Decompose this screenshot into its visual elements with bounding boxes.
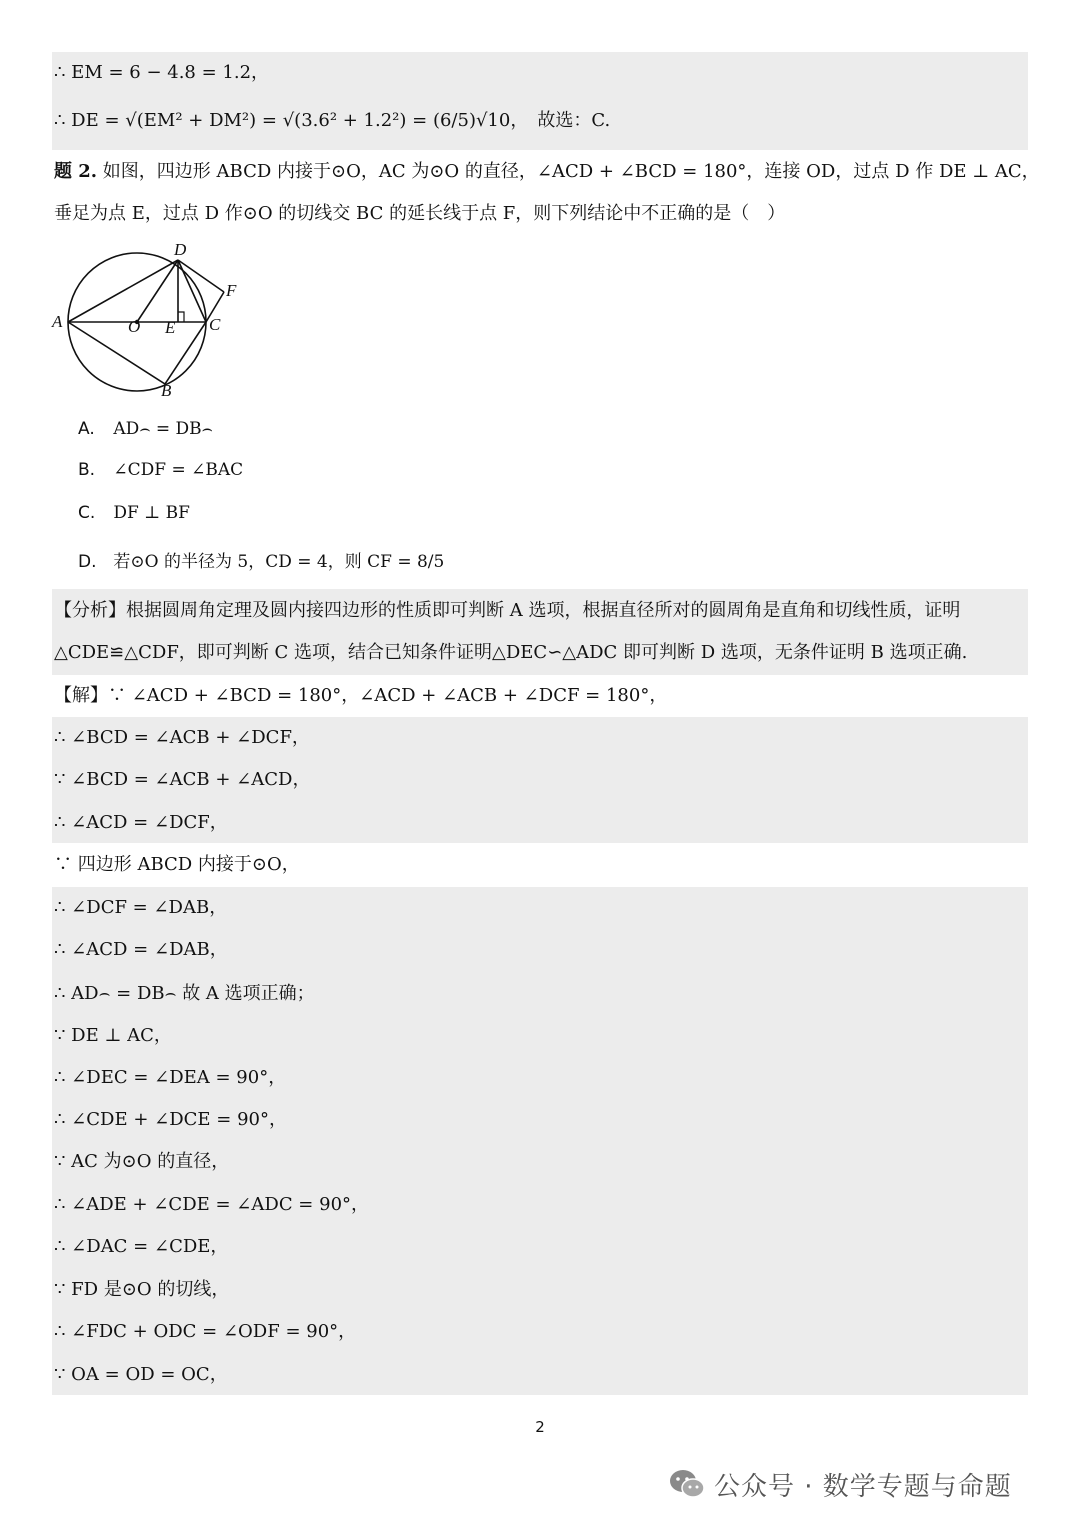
previous-solution-line-2: ∴ DE = √(EM² + DM²) = √(3.6² + 1.2²) = (6/5)√10， 故选：C. [54, 110, 611, 131]
label-o: O [128, 317, 141, 336]
option-c[interactable] [78, 500, 190, 526]
option-b-text: ∠CDF = ∠BAC [113, 460, 244, 480]
option-b-label: B. [78, 460, 96, 480]
solution-line: ∴ ∠DAC = ∠CDE， [54, 1236, 229, 1257]
option-b[interactable] [78, 457, 243, 483]
solution-line: ∵ ∠BCD = ∠ACB + ∠ACD， [54, 769, 311, 790]
solution-line: ∴ ∠CDE + ∠DCE = 90°， [54, 1109, 287, 1130]
label-e: E [165, 318, 176, 337]
question-line-1 [52, 159, 1040, 185]
question-label: 题 2. [54, 161, 98, 182]
question-text-1: 如图，四边形 ABCD 内接于⊙O，AC 为⊙O 的直径，∠ACD + ∠BCD = 180°，连接 OD，过点 D 作 DE ⊥ AC， [102, 161, 1040, 182]
label-c: C [209, 315, 221, 334]
solution-line: ∵ FD 是⊙O 的切线， [54, 1279, 230, 1300]
solution-line: ∴ AD⌢ = DB⌢ 故 A 选项正确； [54, 983, 315, 1004]
option-d-text: 若⊙O 的半径为 5，CD = 4，则 CF = 8/5 [113, 552, 445, 572]
label-b: B [161, 381, 172, 400]
option-d-label: D. [78, 552, 97, 572]
solution-line: ∴ ∠BCD = ∠ACB + ∠DCF， [54, 727, 310, 748]
figure-segments [68, 260, 224, 384]
page-number: 2 [535, 1418, 545, 1436]
label-a: A [52, 312, 63, 331]
solution-line: ∴ ∠ACD = ∠DAB， [54, 939, 228, 960]
solution-line: ∴ ∠ACD = ∠DCF， [54, 812, 228, 833]
solution-line: ∴ ∠DEC = ∠DEA = 90°， [54, 1067, 287, 1088]
solution-line: ∴ ∠DCF = ∠DAB， [54, 897, 228, 918]
solution-line: ∵ OA = OD = OC， [54, 1364, 228, 1385]
option-a-text: AD⌢ = DB⌢ [113, 419, 213, 439]
solution-line: 【解】∵ ∠ACD + ∠BCD = 180°，∠ACD + ∠ACB + ∠DCF = 180°， [54, 685, 668, 706]
watermark [668, 1464, 1012, 1504]
option-a[interactable] [78, 416, 213, 442]
option-d[interactable] [78, 549, 444, 575]
solution-line: ∵ DE ⊥ AC， [54, 1025, 172, 1046]
solution-line: ∴ ∠FDC + ODC = ∠ODF = 90°， [54, 1321, 357, 1342]
solution-line: ∴ ∠ADE + ∠CDE = ∠ADC = 90°， [54, 1194, 370, 1215]
circle-geometry-figure [50, 238, 250, 400]
question-text-2: 垂足为点 E，过点 D 作⊙O 的切线交 BC 的延长线于点 F，则下列结论中不正确的是（ ） [54, 203, 786, 224]
solution-line: ∵ 四边形 ABCD 内接于⊙O， [54, 854, 300, 875]
wechat-icon [668, 1468, 706, 1500]
option-c-label: C. [78, 503, 96, 523]
previous-solution-line-1: ∴ EM = 6 − 4.8 = 1.2， [54, 62, 270, 83]
option-a-label: A. [78, 419, 95, 439]
analysis-line-2: △CDE≌△CDF，即可判断 C 选项，结合已知条件证明△DEC∽△ADC 即可判断 D 选项，无条件证明 B 选项正确. [54, 642, 968, 663]
analysis-line-1: 【分析】根据圆周角定理及圆内接四边形的性质即可判断 A 选项，根据直径所对的圆周角是直角和切线性质，证明 [54, 600, 961, 621]
label-f: F [226, 281, 237, 300]
solution-line: ∵ AC 为⊙O 的直径， [54, 1151, 230, 1172]
watermark-text: 公众号 · 数学专题与命题 [714, 1471, 1012, 1502]
label-d: D [174, 240, 187, 259]
option-c-text: DF ⊥ BF [113, 503, 190, 523]
